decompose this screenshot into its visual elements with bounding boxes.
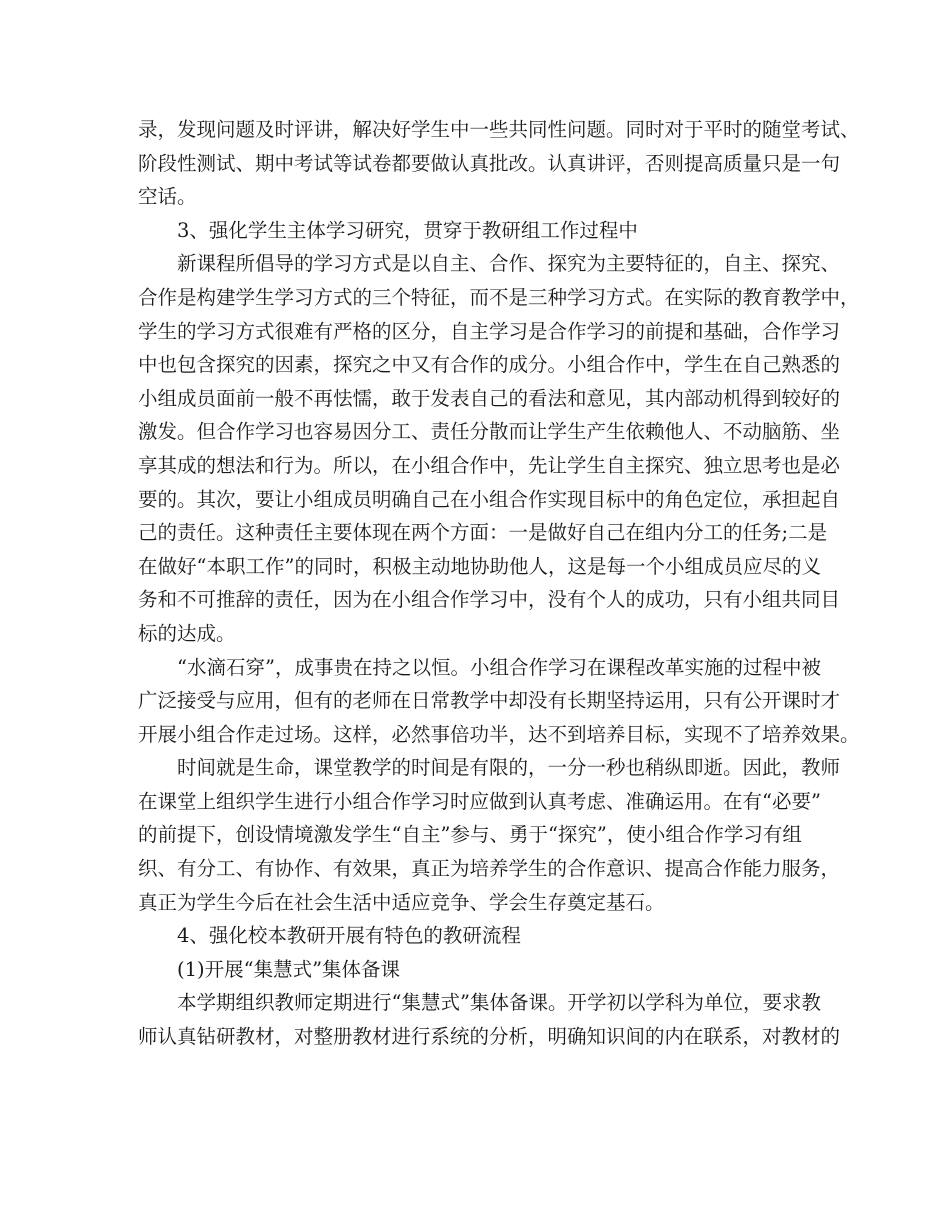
text-line: 本学期组织教师定期进行“集慧式”集体备课。开学初以学科为单位，要求教 <box>177 991 821 1015</box>
text-line: 在课堂上组织学生进行小组合作学习时应做到认真考虑、准确运用。在有“必要” <box>138 789 821 813</box>
text-line: 中也包含探究的因素，探究之中又有合作的成分。小组合作中，学生在自己熟悉的 <box>138 353 841 377</box>
text-line: 的前提下，创设情境激发学生“自主”参与、勇于“探究”，使小组合作学习有组 <box>138 823 802 847</box>
text-line: 广泛接受与应用，但有的老师在日常教学中却没有长期坚持运用，只有公开课时才 <box>138 689 841 713</box>
text-line: 真正为学生今后在社会生活中适应竞争、学会生存奠定基石。 <box>138 890 665 914</box>
text-line: 新课程所倡导的学习方式是以自主、合作、探究为主要特征的，自主、探究、 <box>177 252 841 276</box>
text-line: 己的责任。这种责任主要体现在两个方面：一是做好自己在组内分工的任务;二是 <box>138 521 828 545</box>
text-line: 标的达成。 <box>138 621 236 645</box>
text-line: “水滴石穿”，成事贵在持之以恒。小组合作学习在课程改革实施的过程中被 <box>177 655 821 679</box>
text-line: 阶段性测试、期中考试等试卷都要做认真批改。认真讲评，否则提高质量只是一句 <box>138 151 841 175</box>
text-line: 时间就是生命，课堂教学的时间是有限的，一分一秒也稍纵即逝。因此，教师 <box>177 756 841 780</box>
text-line: 空话。 <box>138 185 197 209</box>
text-line: 在做好“本职工作”的同时，积极主动地协助他人，这是每一个小组成员应尽的义 <box>138 554 821 578</box>
document-body <box>138 113 860 1054</box>
text-line: 学生的学习方式很难有严格的区分，自主学习是合作学习的前提和基础，合作学习 <box>138 319 841 343</box>
text-line: 录，发现问题及时评讲，解决好学生中一些共同性问题。同时对于平时的随堂考试、 <box>138 118 860 141</box>
text-line: 要的。其次，要让小组成员明确自己在小组合作实现目标中的角色定位，承担起自 <box>138 487 841 511</box>
text-line: 务和不可推辞的责任，因为在小组合作学习中，没有个人的成功，只有小组共同目 <box>138 588 841 612</box>
text-line: 师认真钻研教材，对整册教材进行系统的分析，明确知识间的内在联系，对教材的 <box>138 1025 841 1049</box>
text-line: (1)开展“集慧式”集体备课 <box>177 957 401 981</box>
text-line: 3、强化学生主体学习研究，贯穿于教研组工作过程中 <box>177 218 638 242</box>
text-line: 享其成的想法和行为。所以，在小组合作中，先让学生自主探究、独立思考也是必 <box>138 453 841 477</box>
text-line: 开展小组合作走过场。这样，必然事倍功半，达不到培养目标，实现不了培养效果。 <box>138 722 860 746</box>
text-line: 激发。但合作学习也容易因分工、责任分散而让学生产生依赖他人、不动脑筋、坐 <box>138 420 841 444</box>
text-line: 合作是构建学生学习方式的三个特征，而不是三种学习方式。在实际的教育教学中， <box>138 285 860 309</box>
text-line: 小组成员面前一般不再怯懦，敢于发表自己的看法和意见，其内部动机得到较好的 <box>138 386 841 410</box>
text-line: 4、强化校本教研开展有特色的教研流程 <box>177 924 521 948</box>
text-line: 织、有分工、有协作、有效果，真正为培养学生的合作意识、提高合作能力服务， <box>138 857 841 881</box>
